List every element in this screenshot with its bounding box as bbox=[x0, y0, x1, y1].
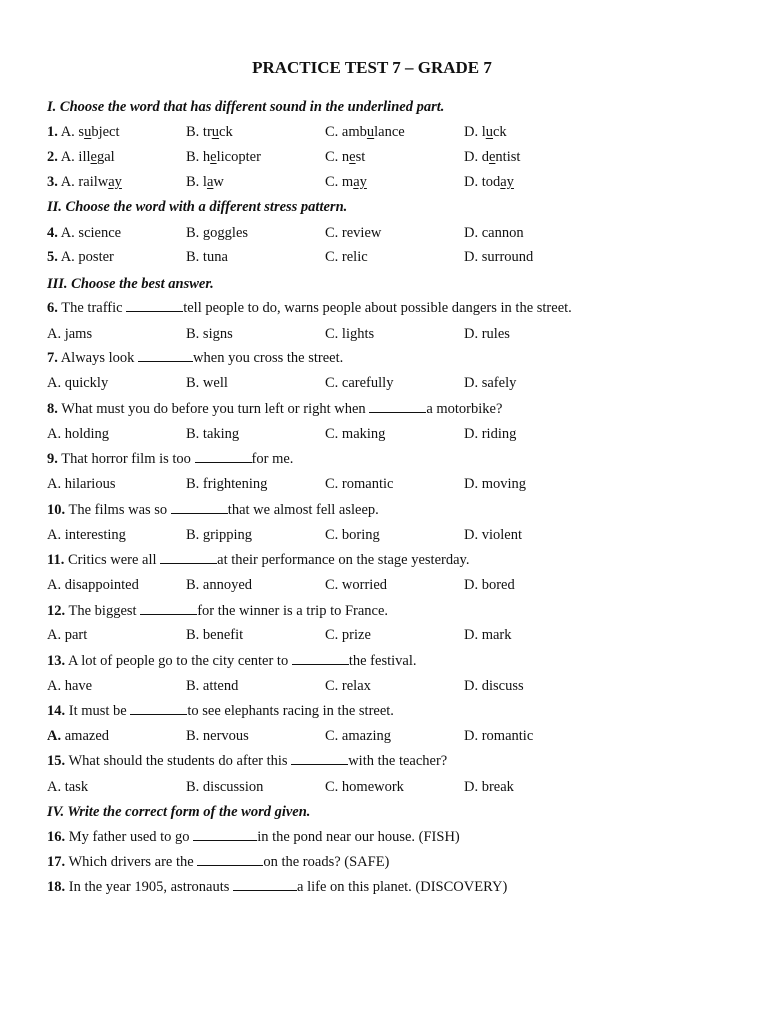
option-d: D. mark bbox=[464, 627, 512, 643]
option-b: B. law bbox=[186, 174, 224, 190]
option-b: B. gripping bbox=[186, 527, 253, 543]
option-a: 4. A. science bbox=[47, 225, 122, 241]
section-heading-1: I. Choose the word that has different sound in the underlined part. bbox=[47, 99, 445, 115]
answer-blank[interactable] bbox=[233, 878, 297, 891]
answer-blank[interactable] bbox=[291, 752, 348, 765]
answer-blank[interactable] bbox=[369, 400, 426, 413]
option-b: B. well bbox=[186, 375, 228, 391]
underlined-part: e bbox=[90, 149, 97, 165]
answer-blank[interactable] bbox=[126, 299, 183, 312]
option-d: D. cannon bbox=[464, 225, 524, 241]
option-a: A. part bbox=[47, 627, 88, 643]
option-b: B. tuna bbox=[186, 249, 228, 265]
option-c: C. relax bbox=[325, 678, 371, 694]
option-d: D. luck bbox=[464, 124, 507, 140]
option-d: D. surround bbox=[464, 249, 534, 265]
underlined-part: e bbox=[210, 149, 217, 165]
option-b: B. truck bbox=[186, 124, 233, 140]
option-b: B. annoyed bbox=[186, 577, 253, 593]
option-c: C. homework bbox=[325, 779, 404, 795]
question-6-stem: 6. The traffic tell people to do, warns people about possible dangers in the street. bbox=[47, 300, 572, 316]
option-c: C. may bbox=[325, 174, 367, 190]
answer-blank[interactable] bbox=[195, 450, 252, 463]
option-b: B. frightening bbox=[186, 476, 268, 492]
option-b: B. helicopter bbox=[186, 149, 261, 165]
option-b: B. signs bbox=[186, 326, 233, 342]
option-a: 2. A. illegal bbox=[47, 149, 115, 165]
option-b: B. attend bbox=[186, 678, 239, 694]
underlined-part: e bbox=[488, 149, 496, 165]
question-9-stem: 9. That horror film is too for me. bbox=[47, 451, 294, 467]
answer-blank[interactable] bbox=[193, 828, 257, 841]
underlined-part: a bbox=[206, 174, 214, 190]
option-c: C. lights bbox=[325, 326, 375, 342]
option-d: D. romantic bbox=[464, 728, 534, 744]
option-d: D. safely bbox=[464, 375, 517, 391]
question-10-stem: 10. The films was so that we almost fell asleep. bbox=[47, 502, 379, 518]
question-11-stem: 11. Critics were all at their performance on the stage yesterday. bbox=[47, 552, 470, 568]
underlined-part: ay bbox=[353, 174, 367, 190]
option-a: A. interesting bbox=[47, 527, 126, 543]
option-d: D. today bbox=[464, 174, 514, 190]
underlined-part: u bbox=[366, 124, 375, 140]
section-heading-2: II. Choose the word with a different stress pattern. bbox=[47, 199, 348, 215]
question-13-stem: 13. A lot of people go to the city center to the festival. bbox=[47, 653, 417, 669]
option-a: A. hilarious bbox=[47, 476, 116, 492]
question-14-stem: 14. It must be to see elephants racing in the street. bbox=[47, 703, 394, 719]
option-c: C. worried bbox=[325, 577, 388, 593]
question-16: 16. My father used to go in the pond near our house. (FISH) bbox=[47, 829, 460, 845]
answer-blank[interactable] bbox=[130, 702, 187, 715]
option-a: 3. A. railway bbox=[47, 174, 122, 190]
option-b: B. goggles bbox=[186, 225, 249, 241]
option-d: D. discuss bbox=[464, 678, 524, 694]
option-a: 5. A. poster bbox=[47, 249, 114, 265]
option-a: A. holding bbox=[47, 426, 110, 442]
option-a: A. jams bbox=[47, 326, 93, 342]
option-a: A. quickly bbox=[47, 375, 109, 391]
option-a: A. amazed bbox=[47, 728, 110, 744]
option-d: D. bored bbox=[464, 577, 515, 593]
option-a: A. have bbox=[47, 678, 93, 694]
option-c: C. romantic bbox=[325, 476, 394, 492]
option-b: B. taking bbox=[186, 426, 240, 442]
option-c: C. amazing bbox=[325, 728, 392, 744]
option-d: D. violent bbox=[464, 527, 522, 543]
option-c: C. relic bbox=[325, 249, 368, 265]
option-b: B. benefit bbox=[186, 627, 244, 643]
option-c: C. review bbox=[325, 225, 382, 241]
answer-blank[interactable] bbox=[140, 602, 197, 615]
section-heading-3: III. Choose the best answer. bbox=[47, 276, 214, 292]
option-c: C. nest bbox=[325, 149, 366, 165]
answer-blank[interactable] bbox=[292, 652, 349, 665]
option-d: D. riding bbox=[464, 426, 517, 442]
answer-blank[interactable] bbox=[138, 349, 193, 362]
answer-blank[interactable] bbox=[197, 853, 263, 866]
underlined-part: u bbox=[211, 124, 220, 140]
question-7-stem: 7. Always look when you cross the street. bbox=[47, 350, 344, 366]
option-c: C. carefully bbox=[325, 375, 394, 391]
option-d: D. rules bbox=[464, 326, 510, 342]
option-a: A. disappointed bbox=[47, 577, 139, 593]
underlined-part: u bbox=[84, 124, 92, 140]
question-12-stem: 12. The biggest for the winner is a trip to France. bbox=[47, 603, 389, 619]
answer-blank[interactable] bbox=[160, 551, 217, 564]
underlined-part: e bbox=[349, 149, 356, 165]
option-a: A. task bbox=[47, 779, 89, 795]
option-b: B. nervous bbox=[186, 728, 249, 744]
option-c: C. ambulance bbox=[325, 124, 405, 140]
answer-blank[interactable] bbox=[171, 501, 228, 514]
option-c: C. boring bbox=[325, 527, 380, 543]
option-d: D. break bbox=[464, 779, 514, 795]
section-heading-4: IV. Write the correct form of the word given. bbox=[47, 804, 311, 820]
option-d: D. dentist bbox=[464, 149, 521, 165]
option-a: 1. A. subject bbox=[47, 124, 120, 140]
option-c: C. making bbox=[325, 426, 386, 442]
underlined-part: ay bbox=[108, 174, 122, 190]
question-17: 17. Which drivers are the on the roads? (SAFE) bbox=[47, 854, 390, 870]
underlined-part: u bbox=[485, 124, 493, 140]
question-8-stem: 8. What must you do before you turn left or right when a motorbike? bbox=[47, 401, 503, 417]
option-b: B. discussion bbox=[186, 779, 264, 795]
option-c: C. prize bbox=[325, 627, 371, 643]
question-18: 18. In the year 1905, astronauts a life on this planet. (DISCOVERY) bbox=[47, 879, 508, 895]
question-15-stem: 15. What should the students do after this with the teacher? bbox=[47, 753, 448, 769]
option-d: D. moving bbox=[464, 476, 527, 492]
underlined-part: ay bbox=[500, 174, 514, 190]
page-title: PRACTICE TEST 7 – GRADE 7 bbox=[252, 58, 492, 77]
